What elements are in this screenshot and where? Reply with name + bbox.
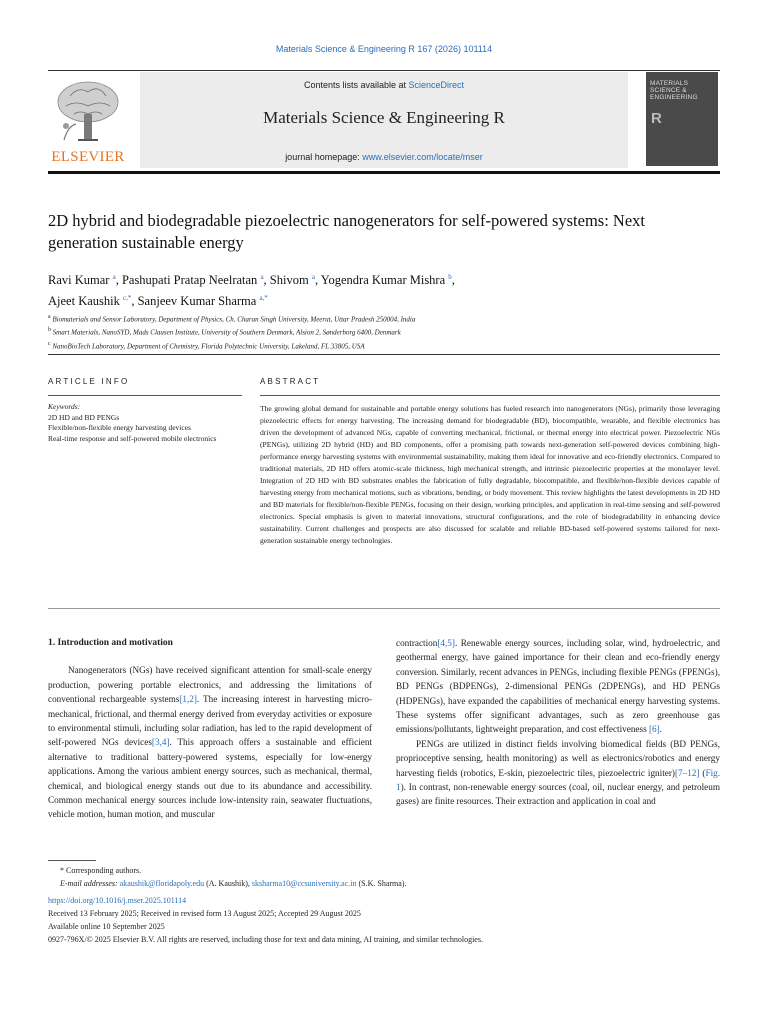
author-affil-sup[interactable]: a,* [259,294,268,303]
citation-link[interactable]: [4,5] [437,638,455,648]
received-dates: Received 13 February 2025; Received in revised form 13 August 2025; Accepted 29 August 2025 [48,909,361,918]
author-name[interactable]: Ajeet Kaushik [48,294,120,309]
cover-letter: R [651,110,662,127]
author-name[interactable]: Pashupati Pratap Neelratan [121,273,258,288]
author-name[interactable]: Yogendra Kumar Mishra [320,273,446,288]
homepage-prefix: journal homepage: [285,152,363,162]
author-affil-sup[interactable]: c,* [122,294,132,303]
email-owner: (A. Kaushik), [204,879,252,888]
body-column-left [48,636,372,822]
contents-prefix: Contents lists available at [303,80,409,90]
body-text: . Renewable energy sources, including solar, wind, hydroelectric, and geothermal energy, have gained importance for their clean and eco-friendly energy conversion. Similarly, recent advances in PENGs, including flexible PENGs (FPENGs), BD PENGs (BDPENGs), 2-dimensional PENGs (2DPENGs), and HD PENGs (HDPENGs), have expanded the capabilities of mechanical energy harvesting systems. These systems offer significant advantages, such as zero greenhouse gas emissions/pollutants, lightweight preparation, and cost effectiveness [396,638,720,735]
keywords-label: Keywords: [48,402,81,411]
contents-line [140,80,628,90]
elsevier-tree-icon [48,78,128,148]
email-line [48,877,720,890]
author-affil-sup[interactable]: b [448,273,452,281]
journal-citation[interactable]: Materials Science & Engineering R 167 (2026) 101114 [275,44,493,54]
body-text: ( [699,767,706,778]
body-paragraph [396,636,720,737]
author-affil-sup[interactable]: a [112,273,116,281]
email-owner: (S.K. Sharma). [356,879,407,888]
article-title: 2D hybrid and biodegradable piezoelectric nanogenerators for self-powered systems: Next generation sustainable energy [48,211,645,252]
cover-line: MATERIALS [650,80,689,87]
section-rule [48,354,720,355]
body-rule [48,608,720,609]
header-rule [48,70,720,71]
affil-text: Biomaterials and Sensor Laboratory, Department of Physics, Ch. Charan Singh University, Meerut, Uttar Pradesh 250004, India [52,315,416,324]
doi-link[interactable]: https://doi.org/10.1016/j.mser.2025.101114 [48,896,187,905]
affil-sup: c [48,340,51,347]
abstract-text: The growing global demand for sustainable and portable energy solutions has fueled research into nanogenerators (NGs), primarily those leveraging piezoelectric effects for energy harvesting. The increasing demand for biodegradable (BD), biocompatible, wearable, and flexible electronics has driven the development of advanced NGs, capable of converting mechanical, frictional, or thermal energy into electrical power. Piezoelectric NGs (PENGs), utilizing 2D hybrid (HD) and BD components, offer a promising path towards next-generation self-powered devices combining high-performance energy harvesting systems with environmental sustainability, making them ideal for innovative and eco-friendly electronics. Compared to traditional materials, 2D HD offers atomic-scale thickness, high mechanical strength, and intrinsic piezoelectric properties at the monolayer level. Integration of 2D HD with BD substrates enables the fabrication of fully degradable, biocompatible, and flexible/non-flexible devices capable of harvesting energy from mechanical motions, such as vibrations, bending, or body movement. This review highlights the latest developments in 2D HD and BD materials for flexible/non-flexible PENGs, focusing on their design, working principles, and application in real-time sensing and self-powered electronics. Special emphasis is given to material innovations, structural configurations, and the role of biodegradability in enhancing device sustainability. Current challenges and prospects are also discussed for scalable and reliable BD-based self-powered systems tailored for next-generation sustainable energy technologies. [260,404,720,545]
publisher-logo-text: ELSEVIER [51,149,125,165]
abstract-rule [260,395,720,396]
cover-title [650,80,698,101]
citation-link[interactable]: [6] [648,724,660,735]
affiliation-item [48,312,720,325]
author-affil-sup[interactable]: a [260,273,264,281]
citation-link[interactable]: [7–12] [674,767,700,778]
keyword-item: Flexible/non-flexible energy harvesting devices [48,423,191,432]
affil-sup: a [48,314,51,320]
available-online: Available online 10 September 2025 [48,922,165,931]
affiliation-list [48,312,720,352]
citation-link[interactable]: [1,2] [179,694,197,705]
journal-banner [140,72,628,168]
elsevier-logo[interactable] [48,78,128,166]
author-name[interactable]: Shivom [269,273,309,288]
email-link-kaushik[interactable]: akaushik@floridapoly.edu [119,879,205,888]
affil-text: NanoBioTech Laboratory, Department of Chemistry, Florida Polytechnic University, Lakeland, FL 33805, USA [52,341,365,350]
affiliation-item [48,339,720,352]
author-name[interactable]: Ravi Kumar [48,273,110,288]
cover-line: ENGINEERING [650,94,698,101]
author-list: Ravi Kumar $^a$, Pashupati Pratap Neelratan $^a$, Shivom $^a$, Yogendra Kumar Mishra $^b$, Ajeet Kaushik $^{c,*}$, Sanjeev Kumar Sharma $^{a,*}$ [48,273,455,309]
citation-link[interactable]: [3,4] [151,737,170,748]
footnotes-block [48,864,720,946]
body-text: PENGs are utilized in distinct fields involving biomedical fields (BD PENGs, proprioceptive sensing, health monitoring) as well as electronics/robotics and energy harvesting fields (robotics, E-skin, piezoelectric tiles, piezoelectric igniter) [396,738,720,778]
journal-title: Materials Science & Engineering R [263,108,505,127]
keyword-item: Real-time response and self-powered mobile electronics [48,433,217,443]
homepage-line [140,152,628,162]
article-info-heading: ARTICLE INFO [48,377,130,386]
author-name[interactable]: Sanjeev Kumar Sharma [137,294,257,309]
header-thick-rule [48,171,720,174]
body-paragraph [48,663,372,821]
email-link-sharma[interactable]: sksharma10@ccsuniversity.ac.in [251,879,357,888]
homepage-link[interactable]: www.elsevier.com/locate/mser [362,152,483,162]
affiliation-item [48,325,720,338]
affil-text: Smart Materials, NanoSYD, Mads Clausen Institute, University of Southern Denmark, Alsion 2, Sønderborg 6400, Denmark [52,328,401,337]
body-text: . The increasing interest in harvesting micro-mechanical, frictional, and thermal energy derived from everyday activities or exposure to environmental stimuli, including solar radiation, has led to the rapid development of self-powered NGs devices [48,694,372,748]
copyright-line: 0927-796X/© 2025 Elsevier B.V. All rights are reserved, including those for text and data mining, AI training, and similar technologies. [48,935,483,944]
body-paragraph [396,737,720,809]
affil-sup: b [48,327,51,334]
body-text: contraction [396,638,438,648]
sciencedirect-link[interactable]: ScienceDirect [408,80,465,90]
body-text: . [659,724,662,735]
author-affil-sup[interactable]: a [311,273,315,281]
abstract-heading: ABSTRACT [260,377,321,386]
cover-line: SCIENCE & [650,87,687,94]
corresponding-note: * Corresponding authors. [60,866,142,875]
body-column-right [396,636,720,809]
article-info-rule [48,395,242,396]
footnote-rule [48,860,96,861]
body-text: . This approach offers a sustainable and efficient alternative to traditional battery-powered systems, especially for low-energy applications. Among the various ambient energy sources, such as mechanical, thermal, chemical, and biological energy stands out due to its abundance and accessibility. Common mechanical energy sources include low-intensity rain, seawater fluctuations, vehicle motion, human motion, and muscular [48,737,372,820]
section-title: 1. Introduction and motivation [48,638,173,648]
email-label: E-mail addresses: [60,879,118,888]
keyword-item: 2D HD and BD PENGs [48,412,120,422]
journal-cover-thumbnail[interactable] [646,72,718,166]
body-text: ). In contrast, non-renewable energy sources (coal, oil, nuclear energy, and petroleum gases) are finite resources. Their extraction and application in coal and [396,782,720,807]
citation-link[interactable]: Fig. 1 [396,767,721,793]
body-text: Nanogenerators (NGs) have received significant attention for small-scale energy production, powering portable electronics, and addressing the limitations of conventional rechargeable systems [48,665,372,705]
keywords-block [48,402,242,444]
